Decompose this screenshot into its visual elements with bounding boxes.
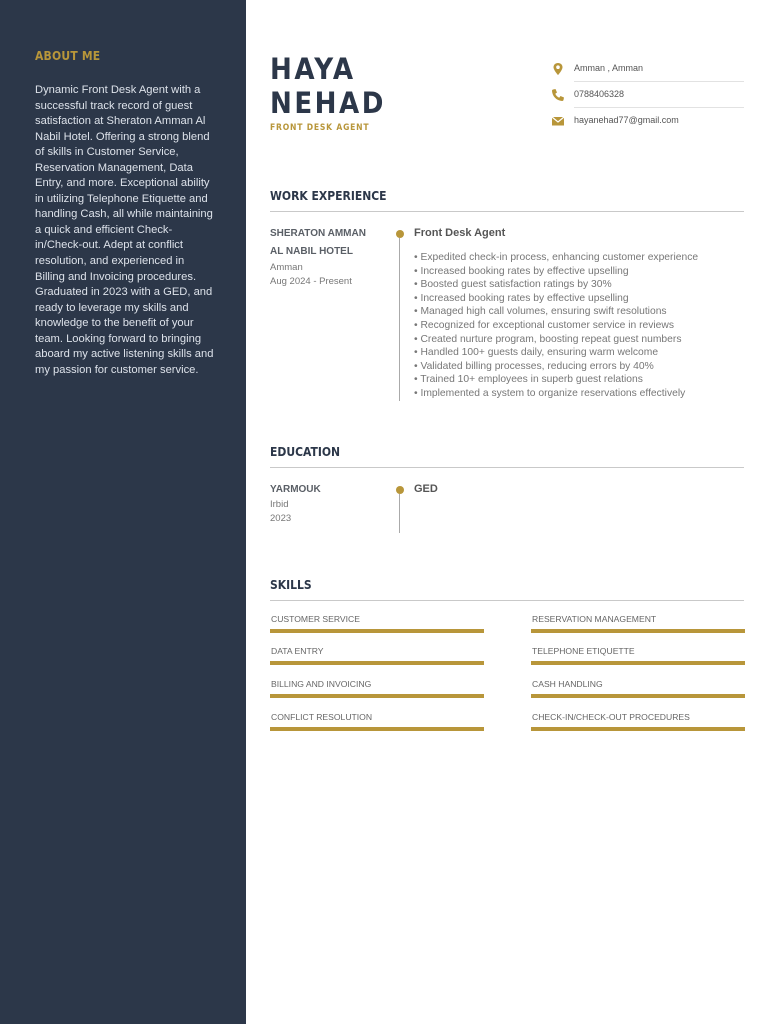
list-item: • Handled 100+ guests daily, ensuring warm welcome	[414, 347, 659, 359]
list-item: • Trained 10+ employees in superb guest relations	[414, 374, 643, 386]
skill-label: CHECK-IN/CHECK-OUT PROCEDURES	[532, 712, 690, 722]
sidebar	[0, 0, 246, 1024]
skill-label: CUSTOMER SERVICE	[271, 614, 360, 624]
skill-label: CONFLICT RESOLUTION	[271, 712, 373, 722]
work-dates: Aug 2024 - Present	[270, 275, 352, 287]
list-item: • Recognized for exceptional customer service in reviews	[414, 319, 674, 331]
timeline-line	[399, 494, 400, 533]
education-year: 2023	[270, 512, 292, 524]
skill-billing-and-invoicing	[270, 679, 484, 701]
list-item: • Increased booking rates by effective upselling	[414, 292, 629, 304]
skill-bar-fill	[531, 629, 745, 633]
skill-cash-handling	[531, 679, 745, 701]
education-school: YARMOUK	[270, 484, 321, 495]
education-title: EDUCATION	[270, 445, 341, 459]
contact-email	[550, 108, 744, 134]
skill-label: RESERVATION MANAGEMENT	[532, 614, 657, 624]
timeline-dot	[396, 230, 404, 238]
timeline-line	[399, 238, 400, 401]
education-meta	[270, 498, 291, 525]
work-organization-line2: AL NABIL HOTEL	[270, 246, 353, 257]
job-bullets	[414, 251, 698, 401]
contact-location-text: Amman , Amman	[574, 63, 644, 73]
skill-bar	[531, 661, 745, 665]
list-item: • Created nurture program, boosting repeat guest numbers	[414, 333, 682, 345]
skill-bar-fill	[270, 727, 484, 731]
contact-phone-text: 0788406328	[574, 89, 625, 99]
work-organization	[270, 225, 385, 261]
skill-bar-fill	[270, 661, 484, 665]
list-item: • Expedited check-in process, enhancing customer experience	[414, 252, 699, 263]
skill-bar	[270, 661, 484, 665]
skill-telephone-etiquette	[531, 646, 745, 668]
list-item: • Increased booking rates by effective upselling	[414, 265, 629, 277]
skill-label: BILLING AND INVOICING	[271, 679, 372, 689]
list-item: • Validated billing processes, reducing errors by 40%	[414, 360, 654, 372]
phone-icon	[550, 88, 566, 102]
skills-title: SKILLS	[270, 578, 312, 592]
skill-bar-fill	[531, 661, 745, 665]
contact-location	[550, 56, 744, 82]
skill-conflict-resolution	[270, 712, 484, 734]
skills-divider	[270, 600, 744, 601]
job-position: Front Desk Agent	[414, 227, 506, 239]
list-item: • Managed high call volumes, ensuring swift resolutions	[414, 306, 667, 318]
first-name: HAYA	[270, 52, 356, 86]
skill-bar	[270, 727, 484, 731]
education-degree: GED	[414, 483, 438, 495]
skill-customer-service	[270, 614, 484, 636]
work-location: Amman	[270, 262, 303, 273]
skill-bar	[531, 727, 745, 731]
work-organization-line1: SHERATON AMMAN	[270, 228, 366, 239]
timeline-dot	[396, 486, 404, 494]
skill-bar	[270, 629, 484, 633]
skill-bar-fill	[531, 727, 745, 731]
about-me-title: ABOUT ME	[35, 49, 101, 63]
skill-bar-fill	[270, 694, 484, 698]
list-item: • Boosted guest satisfaction ratings by 30%	[414, 279, 612, 291]
education-location: Irbid	[270, 499, 289, 510]
skill-label: DATA ENTRY	[271, 646, 324, 656]
skill-data-entry	[270, 646, 484, 668]
skill-bar	[270, 694, 484, 698]
last-name: NEHAD	[270, 86, 386, 120]
contact-email-text: hayanehad77@gmail.com	[574, 115, 679, 125]
skill-label: CASH HANDLING	[532, 679, 603, 689]
list-item: • Implemented a system to organize reservations effectively	[414, 387, 686, 399]
skill-reservation-management	[531, 614, 745, 636]
skill-bar	[531, 629, 745, 633]
location-pin-icon	[550, 62, 566, 76]
work-experience-divider	[270, 211, 744, 212]
candidate-name	[270, 52, 386, 120]
skill-bar-fill	[270, 629, 484, 633]
email-icon	[550, 114, 566, 128]
skill-bar	[531, 694, 745, 698]
skill-label: TELEPHONE ETIQUETTE	[532, 646, 635, 656]
work-experience-title: WORK EXPERIENCE	[270, 189, 387, 203]
work-meta	[270, 261, 352, 288]
candidate-role: FRONT DESK AGENT	[270, 123, 370, 133]
about-me-text: Dynamic Front Desk Agent with a successful track record of guest satisfaction at Sheraton Amman Al Nabil Hotel. Offering a strong blend of skills in Customer Service, Reservation Management, Data Entry, and more. Exceptional ability in utilizing Telephone Etiquette and handling Cash, all while maintaining a quick and efficient Check-in/Check-out. Adept at conflict resolution, and experienced in Billing and Invoicing procedures. Graduated in 2023 with a GED, and ready to leverage my skills and knowledge to the benefit of your team. Looking forward to bringing aboard my active listening skills and my passion for customer service.	[35, 84, 214, 376]
skill-bar-fill	[531, 694, 745, 698]
skill-check-in-check-out	[531, 712, 745, 734]
contact-phone	[550, 82, 744, 108]
education-divider	[270, 467, 744, 468]
